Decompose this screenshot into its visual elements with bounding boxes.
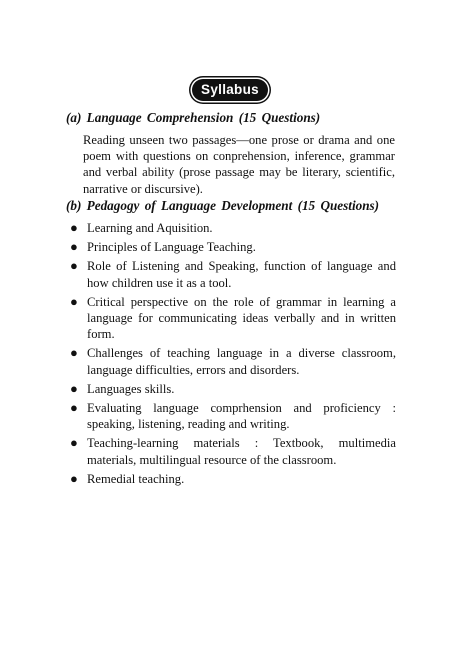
list-item-text: Evaluating language comprhension and proficiency : speaking, listening, reading and writing. [87,401,396,432]
bullet-icon: ● [70,470,78,486]
list-item-text: Learning and Aquisition. [87,221,213,235]
list-item [70,220,396,236]
list-item [70,239,396,255]
list-item [70,258,396,290]
list-item [70,345,396,377]
bullet-icon: ● [70,345,78,361]
list-item-text: Languages skills. [87,381,175,396]
bullet-icon: ● [70,400,78,416]
list-item-text: Remedial teaching. [87,471,185,486]
bullet-icon: ● [70,220,78,235]
list-item-text: Principles of Language Teaching. [87,240,256,255]
list-item [70,435,396,467]
section-a-heading: (a) Language Comprehension (15 Questions) [66,110,321,125]
section-b-heading: (b) Pedagogy of Language Development (15 Questions) [66,198,380,213]
bullet-icon: ● [70,258,78,274]
list-item [70,400,396,432]
bullet-icon: ● [70,239,78,255]
syllabus-badge-container [0,79,460,101]
list-item-text: Teaching-learning materials : Textbook, multimedia materials, multilingual resource of the classroom. [87,436,396,467]
syllabus-badge: Syllabus [192,79,268,101]
list-item [70,471,396,487]
list-item-text: Role of Listening and Speaking, function of language and how children use it as a tool. [87,259,396,290]
list-item-text: Challenges of teaching language in a diverse classroom, language difficulties, errors and disorders. [87,346,396,377]
section-b-bullet-list [70,220,396,490]
section-a-paragraph: Reading unseen two passages—one prose or drama and one poem with questions on conprehension, inference, grammar and verbal ability (prose passage may be literary, scientific, narrative or discursive). [83,133,395,196]
list-item [70,294,396,343]
list-item [70,381,396,397]
list-item-text: Critical perspective on the role of grammar in learning a language for communicating ideas verbally and in written form. [87,294,396,342]
bullet-icon: ● [70,380,78,396]
bullet-icon: ● [70,435,78,451]
bullet-icon: ● [70,293,78,309]
